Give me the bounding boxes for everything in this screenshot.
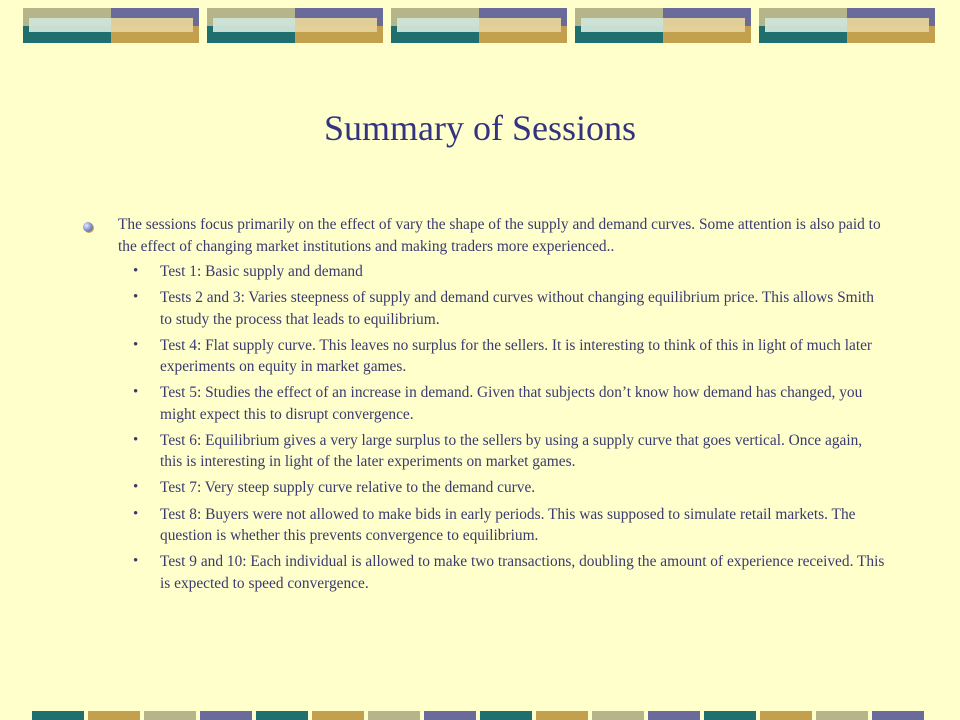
test-text: Tests 2 and 3: Varies steepness of supply and demand curves without changing equilibrium price. This allows Smith to study the process that leads to equilibrium. xyxy=(160,289,874,328)
band-segment xyxy=(32,711,84,720)
sphere-bullet-icon xyxy=(83,222,93,232)
band-segment xyxy=(760,711,812,720)
band-segment xyxy=(592,711,644,720)
test-text: Test 9 and 10: Each individual is allowed to make two transactions, doubling the amount of experience received. This is expected to speed convergence. xyxy=(160,553,885,592)
test-item xyxy=(78,335,888,378)
main-bullet-text: The sessions focus primarily on the effect of vary the shape of the supply and demand curves. Some attention is also paid to the effect of changing market institutions and making traders more experienced.. xyxy=(118,216,881,255)
band-segment xyxy=(648,711,700,720)
band-segment xyxy=(312,711,364,720)
band-segment xyxy=(368,711,420,720)
band-segment xyxy=(704,711,756,720)
band-segment xyxy=(872,711,924,720)
band-tile xyxy=(759,8,935,43)
band-tile xyxy=(23,8,199,43)
bullet-icon: • xyxy=(133,553,139,570)
bullet-icon: • xyxy=(133,384,139,401)
test-item xyxy=(78,504,888,547)
slide-body xyxy=(78,214,888,599)
test-item xyxy=(78,430,888,473)
test-list xyxy=(78,261,888,594)
band-segment xyxy=(816,711,868,720)
test-text: Test 1: Basic supply and demand xyxy=(160,263,363,280)
bullet-icon: • xyxy=(133,263,139,279)
slide-title: Summary of Sessions xyxy=(323,108,636,148)
band-segment xyxy=(88,711,140,720)
band-tile-highlight xyxy=(29,18,193,32)
band-tile xyxy=(207,8,383,43)
test-item xyxy=(78,287,888,330)
band-tile-highlight xyxy=(581,18,745,32)
top-decorative-band xyxy=(23,8,939,43)
band-tile-highlight xyxy=(765,18,929,32)
bullet-icon: • xyxy=(133,479,139,496)
test-text: Test 8: Buyers were not allowed to make bids in early periods. This was supposed to simulate retail markets. The question is whether this prevents convergence to equilibrium. xyxy=(160,505,856,545)
test-item xyxy=(78,551,888,594)
bullet-icon: • xyxy=(133,289,139,306)
main-bullet-item xyxy=(78,214,888,257)
test-text: Test 6: Equilibrium gives a very large surplus to the sellers by using a supply curve that goes vertical. Once again, this is interesting in light of the later experiments on market games. xyxy=(160,431,863,471)
test-item xyxy=(78,382,888,425)
band-segment xyxy=(424,711,476,720)
bullet-icon: • xyxy=(133,505,139,522)
band-segment xyxy=(536,711,588,720)
band-segment xyxy=(144,711,196,720)
bullet-icon: • xyxy=(133,431,139,448)
test-text: Test 7: Very steep supply curve relative to the demand curve. xyxy=(160,479,536,497)
test-text: Test 5: Studies the effect of an increase in demand. Given that subjects don’t know how demand has changed, you might expect this to disrupt convergence. xyxy=(160,384,863,423)
band-segment xyxy=(256,711,308,720)
band-tile-highlight xyxy=(213,18,377,32)
band-tile-highlight xyxy=(397,18,561,32)
band-segment xyxy=(200,711,252,720)
bullet-icon: • xyxy=(133,336,139,353)
band-tile xyxy=(391,8,567,43)
band-tile xyxy=(575,8,751,43)
test-item xyxy=(78,261,888,283)
test-item xyxy=(78,477,888,499)
test-text: Test 4: Flat supply curve. This leaves no surplus for the sellers. It is interesting to think of this in light of much later experiments on equity in market games. xyxy=(160,336,873,376)
band-segment xyxy=(480,711,532,720)
bottom-decorative-band xyxy=(32,711,928,720)
